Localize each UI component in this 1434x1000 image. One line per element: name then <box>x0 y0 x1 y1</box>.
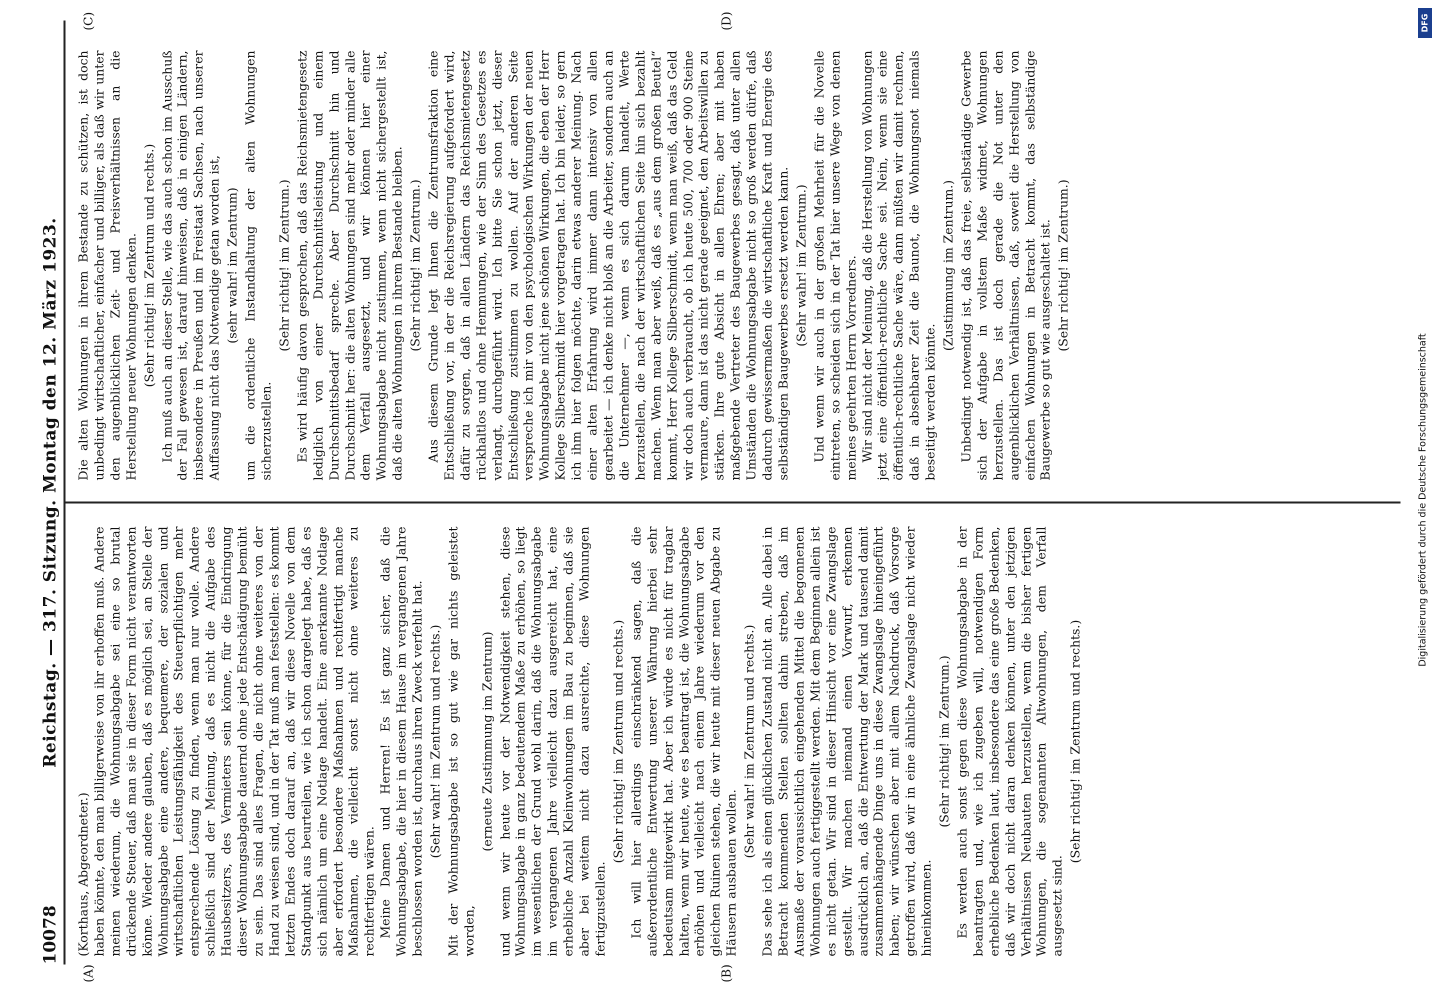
interjection: (Sehr richtig! im Zentrum und rechts.) <box>610 619 626 863</box>
paragraph: Ich muß auch an dieser Stelle, wie das auch schon im Ausschuß der Fall gewesen ist, darauf hinweisen, daß in einigen Ländern, insbesondere in Preußen und im Freistaat Sachsen, nach unserer Auffassung nicht das Notwendige getan worden ist, <box>159 50 222 480</box>
credit-text: Digitalisierung gefördert durch die Deutsche Forschungsgemeinschaft <box>1417 333 1429 667</box>
paragraph: Es wird häufig davon gesprochen, daß das Reichsmietengesetz lediglich von einer Durchschnittsleistung und einem Durchschnittsbedarf spreche. Aber Durchschnitt hin und Durchschnitt her: die alten Wohnungen sind mehr oder minder alle dem Verfall ausgesetzt, und wir können hier einer Wohnungsabgabe nicht zustimmen, wenn nicht sichergestellt ist, daß die alten Wohnungen in ihrem Bestande bleiben. <box>294 50 405 480</box>
paragraph: Wir sind nicht der Meinung, daß die Herstellung von Wohnungen jetzt eine öffentlich-rechtliche Sache sei. Nein, wenn sie eine öffentlich-rechtliche Sache wäre, dann müßten wir damit rechnen, daß in absehbarer Zeit die Baunot, die Wohnungsnot niemals beseitigt werden könnte. <box>859 50 938 480</box>
margin-marker-b: (B) <box>719 963 734 982</box>
margin-marker-d: (D) <box>719 11 734 30</box>
page-title: Reichstag. — 317. Sitzung. Montag den 12. März 1923. <box>40 216 61 768</box>
paragraph: Ich will hier allerdings einschränkend sagen, daß die außerordentliche Entwertung unserer Währung hierbei sehr bedeutsam mitgewirkt hat. Aber ich würde es nicht für tragbar halten, wenn wir heute, wie es beantragt ist, die Wohnungsabgabe erhöhen und vielleicht nach einem Jahre wiederum vor den gleichen Ruinen stehen, die wir heute mit dieser neuen Abgabe zu Häusern ausbauen wollen. <box>628 526 739 956</box>
paragraph: Die alten Wohnungen in ihrem Bestande zu schützen, ist doch unbedingt wirtschaftlicher, einfacher und billiger, als daß wir unter den augenblicklichen Zeit- und Preisverhältnissen an die Herstellung neuer Wohnungen denken. <box>75 50 139 480</box>
paragraph: haben könnte, den man billigerweise von ihr erhoffen muß. Andere meinen wiederum, die Wohnungsabgabe sei eine so brutal drückende Steuer, daß man sie in dieser Form nicht verantworten könne. Wieder andere glauben, daß es möglich sei, an Stelle der Wohnungsabgabe eine andere, bequemere, der sozialen und wirtschaftlichen Leistungsfähigkeit des Steuerpflichtigen mehr entsprechende Lösung zu finden, wenn man nur wolle. Andere schließlich sind der Meinung, daß es nicht die Aufgabe des Hausbesitzers, des Vermieters sein könne, für die Eindringung dieser Wohnungsabgabe dauernd ohne jede Entschädigung bemüht zu sein. Das sind alles Fragen, die nicht ohne weiteres von der Hand zu weisen sind, und in der Tat muß man feststellen: es kommt letzten Endes doch darauf an, daß wir diese Novelle von dem Standpunkt aus beurteilen, wie ich schon dargelegt habe, daß es sich nämlich um eine Notlage handelt. Eine anerkannte Notlage aber erfordert besondere Maßnahmen und rechtfertigt manche Maßnahmen, die vielleicht sonst nicht ohne weiteres zu rechtfertigen wären. <box>91 526 377 956</box>
interjection: (erneute Zustimmung im Zentrum) <box>479 631 495 851</box>
paragraph: Das sehe ich als einen glücklichen Zustand nicht an. Alle dabei in Betracht kommenden Stellen sollten dahin streben, daß im Ausmaße der voraussichtlich eingehenden Mittel die begonnenen Wohnungen auch fertiggestellt werden. Mit dem Beginnen allein ist es nicht getan. Wir sind in dieser Hinsicht vor eine Zwangslage gestellt. Wir machen niemand einen Vorwurf, erkennen ausdrücklich an, daß die Entwertung der Mark und tausend damit zusammenhängende Dinge uns in diese Zwangslage hineingeführt haben; wir wünschen aber mit allem Nachdruck, daß Vorsorge getroffen wird, daß wir in eine ähnliche Zwangslage nicht wieder hineinkommen. <box>759 526 934 956</box>
paragraph: Und wenn wir auch in der großen Mehrheit für die Novelle eintreten, so scheiden sich in der Tat hier unsere Wege von denen meines geehrten Herrn Vorredners. <box>811 50 859 480</box>
page-header <box>34 20 66 964</box>
digitization-credit <box>1415 10 1431 990</box>
margin-marker-c: (C) <box>81 11 96 30</box>
right-column <box>76 50 1401 480</box>
interjection: (Sehr richtig! im Zentrum.) <box>276 178 292 352</box>
paragraph: Mit der Wohnungsabgabe ist so gut wie gar nichts geleistet worden, <box>445 526 477 956</box>
column-divider <box>66 501 1401 503</box>
paragraph: Unbedingt notwendig ist, daß das freie, selbständige Gewerbe sich der Aufgabe in vollstem Maße widmet, Wohnungen herzustellen. Das ist doch gerade die Not unter den augenblicklichen Verhältnissen, daß, soweit die Herstellung von einfachen Wohnungen in Betracht kommt, das selbständige Baugewerbe so gut wie ausgeschaltet ist. <box>958 50 1053 480</box>
paragraph: Meine Damen und Herren! Es ist ganz sicher, daß die Wohnungsabgabe, die hier in diesem Hause im vergangenen Jahre beschlossen worden ist, durchaus ihren Zweck verfehlt hat. <box>377 526 425 956</box>
interjection: (Sehr wahr! im Zentrum und rechts.) <box>741 624 757 858</box>
interjection: (Sehr richtig! im Zentrum.) <box>936 654 952 828</box>
page-number: 10078 <box>40 904 61 964</box>
interjection: (sehr wahr! im Zentrum) <box>224 186 240 344</box>
left-column <box>76 526 1401 956</box>
interjection: (Sehr richtig! im Zentrum und rechts.) <box>1067 619 1083 863</box>
interjection: (Sehr wahr! im Zentrum.) <box>793 183 809 347</box>
paragraph: Es werden auch sonst gegen diese Wohnungsabgabe in der beantragten und, wie ich zugeben will, notwendigen Form erhebliche Bedenken laut, insbesondere das eine große Bedenken, daß wir doch nicht daran denken können, unter den jetzigen Verhältnissen Neubauten herzustellen, wenn die bisher fertigen Wohnungen, die sogenannten Altwohnungen, dem Verfall ausgesetzt sind. <box>954 526 1065 956</box>
interjection: (Zustimmung im Zentrum.) <box>940 179 956 351</box>
interjection: (Sehr richtig! im Zentrum und rechts.) <box>141 143 157 387</box>
paragraph: und wenn wir heute vor der Notwendigkeit stehen, diese Wohnungsabgabe in ganz bedeutendem Maße zu erhöhen, so liegt im wesentlichen der Grund wohl darin, daß die Wohnungsabgabe im vergangenen Jahre vielleicht dazu ausgereicht hat, eine erhebliche Anzahl Kleinwohnungen im Bau zu beginnen, daß sie aber bei weitem nicht dazu ausreichte, diese Wohnungen fertigzustellen. <box>497 526 608 956</box>
dfg-logo-text: DFG <box>1420 13 1430 33</box>
interjection: (Sehr richtig! im Zentrum.) <box>407 178 423 352</box>
interjection: (Sehr wahr! im Zentrum und rechts.) <box>427 624 443 858</box>
document-page <box>20 10 1415 990</box>
dfg-logo <box>1418 8 1432 38</box>
interjection: (Sehr richtig! im Zentrum.) <box>1055 178 1071 352</box>
paragraph: (Korthaus, Abgeordneter.) <box>75 791 91 956</box>
paragraph: um die ordentliche Instandhaltung der alten Wohnungen sicherzustellen. <box>242 50 274 480</box>
margin-marker-a: (A) <box>81 963 96 982</box>
paragraph: Aus diesem Grunde legt Ihnen die Zentrumsfraktion eine Entschließung vor, in der die Reichsregierung aufgefordert wird, dafür zu sorgen, daß in allen Ländern das Reichsmietengesetz rückhaltlos und ohne Hemmungen, wie der Sinn des Gesetzes es verlangt, durchgeführt wird. Ich bitte Sie schon jetzt, dieser Entschließung zustimmen zu wollen. Auf der anderen Seite verspreche ich mir von den psychologischen Wirkungen der neuen Wohnungsabgabe nicht jene schönen Wirkungen, die eben der Herr Kollege Silberschmidt hier vorgetragen hat. Ich bin leider, so gern ich ihm hier folgen möchte, darin etwas anderer Meinung. Nach einer alten Erfahrung wird immer dann intensiv von allen gearbeitet — ich denke nicht bloß an die Arbeiter, sondern auch an die Unternehmer —, wenn es sich darum handelt, Werte herzustellen, die nach der wirtschaftlichen Seite hin sich bezahlt machen. Wenn man aber weiß, daß es „aus dem großen Beutel“ kommt, Herr Kollege Silberschmidt, wenn man weiß, daß das Geld wir doch auch verbraucht, ob ich heute 500, 700 oder 900 Steine vermaure, dann ist das nicht gerade geeignet, den Arbeitswillen zu stärken. Ihre gute Absicht in allen Ehren; aber mit haben maßgebende Vertreter des Baugewerbes gesagt, daß unter allen Umständen die Wohnungsabgabe nicht so groß werden dürfe, daß dadurch gewissermaßen die wirtschaftliche Kraft und Energie des selbständigen Baugewerbes ersetzt werden kann. <box>425 50 791 480</box>
